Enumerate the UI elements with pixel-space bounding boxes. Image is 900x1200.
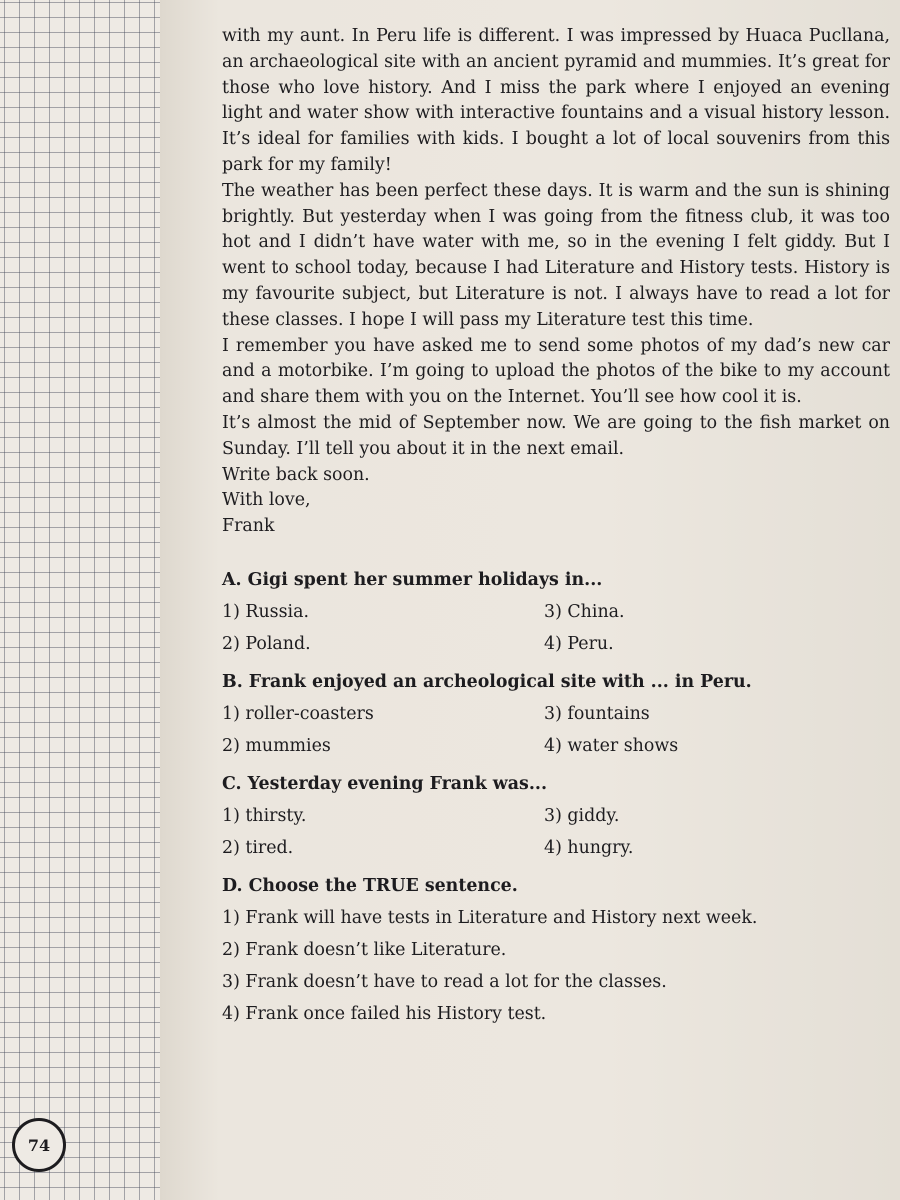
- question-b: [222, 670, 890, 758]
- answer-option[interactable]: 2) Poland.: [222, 633, 311, 654]
- question-title: C. Yesterday evening Frank was...: [222, 773, 548, 794]
- answer-option[interactable]: 1) thirsty.: [222, 805, 307, 826]
- answer-option[interactable]: 2) Frank doesn’t like Literature.: [222, 939, 507, 960]
- question-d: [222, 874, 890, 1026]
- answer-option[interactable]: 3) Frank doesn’t have to read a lot for the classes.: [222, 971, 667, 992]
- letter-closing: [222, 463, 890, 540]
- letter-paragraph: with my aunt. In Peru life is different. I was impressed by Huaca Puсllana, an archaeological site with an ancient pyramid and mummies. It’s great for those who love history. And I miss the park where I enjoyed an evening light and water show with interactive fountains and a visual history lesson. It’s ideal for families with kids. I bought a lot of local souvenirs from this park for my family!: [222, 26, 890, 175]
- answer-option[interactable]: 1) Frank will have tests in Literature and History next week.: [222, 907, 758, 928]
- answer-option[interactable]: 3) fountains: [544, 703, 650, 724]
- answer-option[interactable]: 4) hungry.: [544, 837, 634, 858]
- closing-line: Write back soon.: [222, 464, 370, 485]
- question-title: A. Gigi spent her summer holidays in...: [222, 569, 603, 590]
- answer-option[interactable]: 2) mummies: [222, 735, 331, 756]
- answer-option[interactable]: 4) water shows: [544, 735, 679, 756]
- letter-paragraph: I remember you have asked me to send some photos of my dad’s new car and a motorbike. I’m going to upload the photos of the bike to my account and share them with you on the Internet. You’ll see how cool it is.: [222, 335, 890, 408]
- question-c: [222, 772, 890, 860]
- letter-body: [222, 24, 890, 463]
- signature: Frank: [222, 516, 275, 537]
- answer-option[interactable]: 4) Frank once failed his History test.: [222, 1003, 547, 1024]
- closing-line: With love,: [222, 490, 311, 511]
- answer-option[interactable]: 1) roller-coasters: [222, 703, 374, 724]
- graph-paper-margin: [0, 0, 162, 1200]
- answer-options: [222, 600, 890, 656]
- answer-option[interactable]: 3) giddy.: [544, 805, 620, 826]
- letter-paragraph: The weather has been perfect these days. It is warm and the sun is shining brightly. But yesterday when I was going from the fitness club, it was too hot and I didn’t have water with me, so in the evening I felt giddy. But I went to school today, because I had Literature and History tests. History is my favourite subject, but Literature is not. I always have to read a lot for these classes. I hope I will pass my Literature test this time.: [222, 180, 890, 330]
- question-title: D. Choose the TRUE sentence.: [222, 875, 518, 896]
- answer-option[interactable]: 1) Russia.: [222, 601, 309, 622]
- letter-paragraph: It’s almost the mid of September now. We are going to the fish market on Sunday. I’ll tell you about it in the next email.: [222, 412, 890, 459]
- page-content: [222, 24, 890, 1034]
- question-title: B. Frank enjoyed an archeological site with ... in Peru.: [222, 671, 752, 692]
- answer-option[interactable]: 3) China.: [544, 601, 625, 622]
- answer-options: [222, 804, 890, 860]
- question-a: [222, 568, 890, 656]
- answer-options: [222, 702, 890, 758]
- page-number: 74: [12, 1118, 66, 1172]
- answer-option[interactable]: 4) Peru.: [544, 633, 614, 654]
- answer-option[interactable]: 2) tired.: [222, 837, 294, 858]
